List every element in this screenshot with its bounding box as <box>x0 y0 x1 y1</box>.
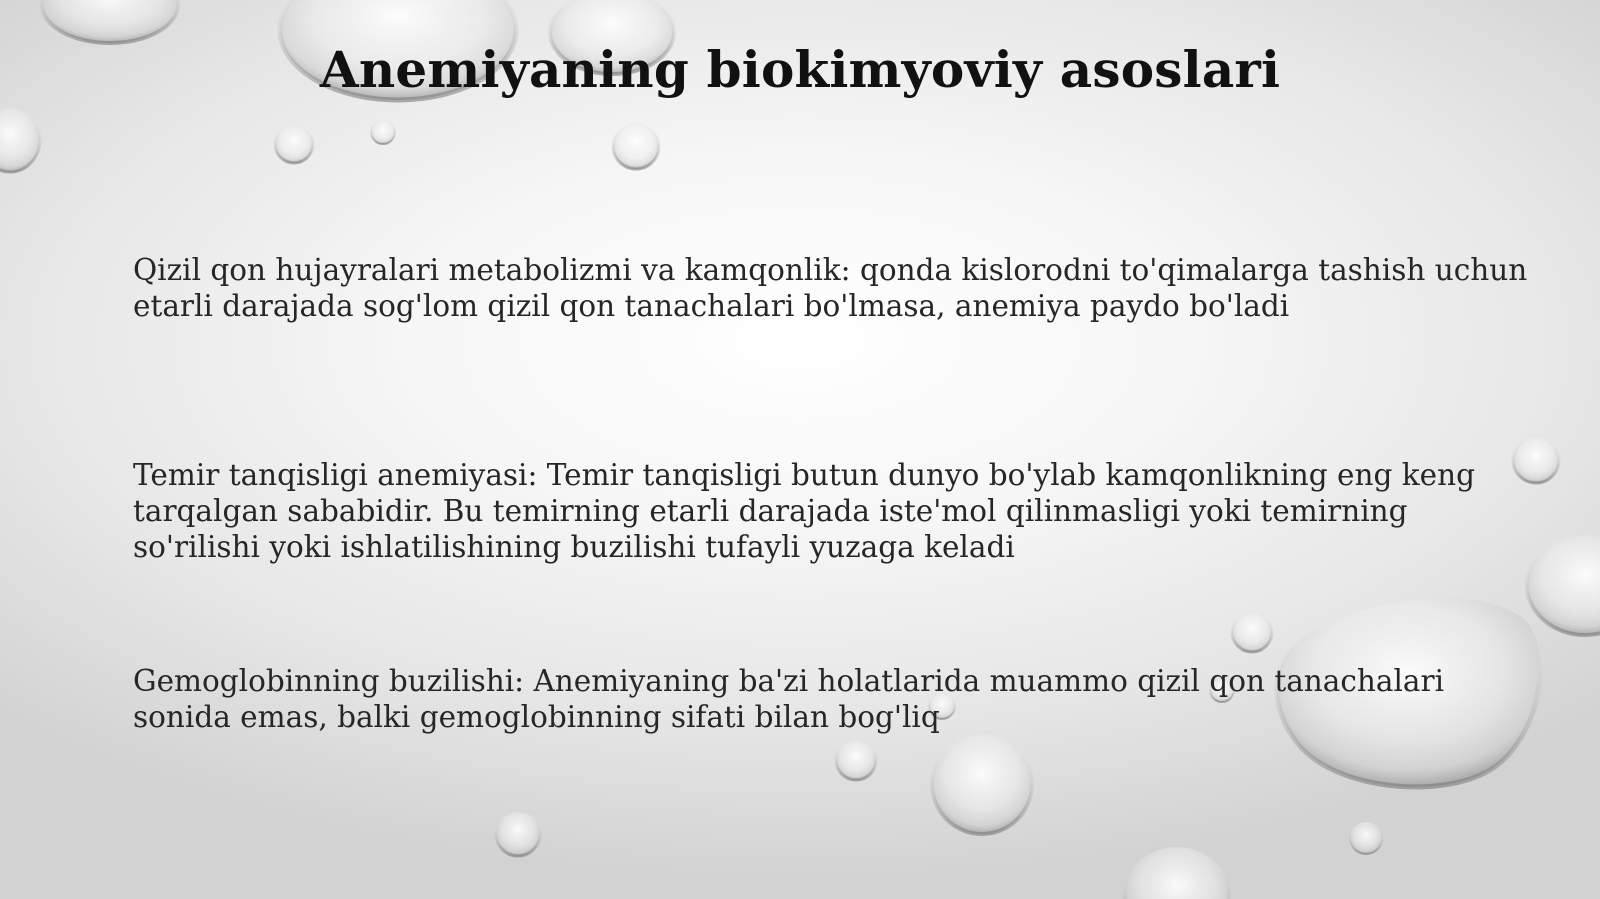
paragraph-iron-deficiency-anemia: Temir tanqisligi anemiyasi: Temir tanqisligi butun dunyo bo'ylab kamqonlikning eng keng tarqalgan sababidir. Bu temirning etarli darajada iste'mol qilinmasligi yoki temirning so'rilishi yoki ishlatilishining buzilishi tufayli yuzaga keladi <box>133 458 1475 564</box>
drop <box>496 812 540 856</box>
drop <box>1350 822 1382 854</box>
drop <box>1527 535 1600 635</box>
drop <box>1232 612 1272 652</box>
drop <box>1125 847 1229 899</box>
drop <box>275 125 313 163</box>
drop <box>371 120 395 144</box>
drop <box>613 123 659 169</box>
paragraph-red-blood-cell-metabolism: Qizil qon hujayralari metabolizmi va kamqonlik: qonda kislorodni to'qimalarga tashish uchun etarli darajada sog'lom qizil qon tanachalari bo'lmasa, anemiya paydo bo'ladi <box>133 253 1528 323</box>
slide-title: Anemiyaning biokimyoviy asoslari <box>319 40 1281 99</box>
drop <box>836 740 876 780</box>
paragraph-hemoglobin-disorder: Gemoglobinning buzilishi: Anemiyaning ba'zi holatlarida muammo qizil qon tanachalari sonida emas, balki gemoglobinning sifati bilan bog'liq <box>133 664 1445 734</box>
drop <box>0 108 40 172</box>
drop <box>932 734 1032 834</box>
drop <box>42 0 178 43</box>
